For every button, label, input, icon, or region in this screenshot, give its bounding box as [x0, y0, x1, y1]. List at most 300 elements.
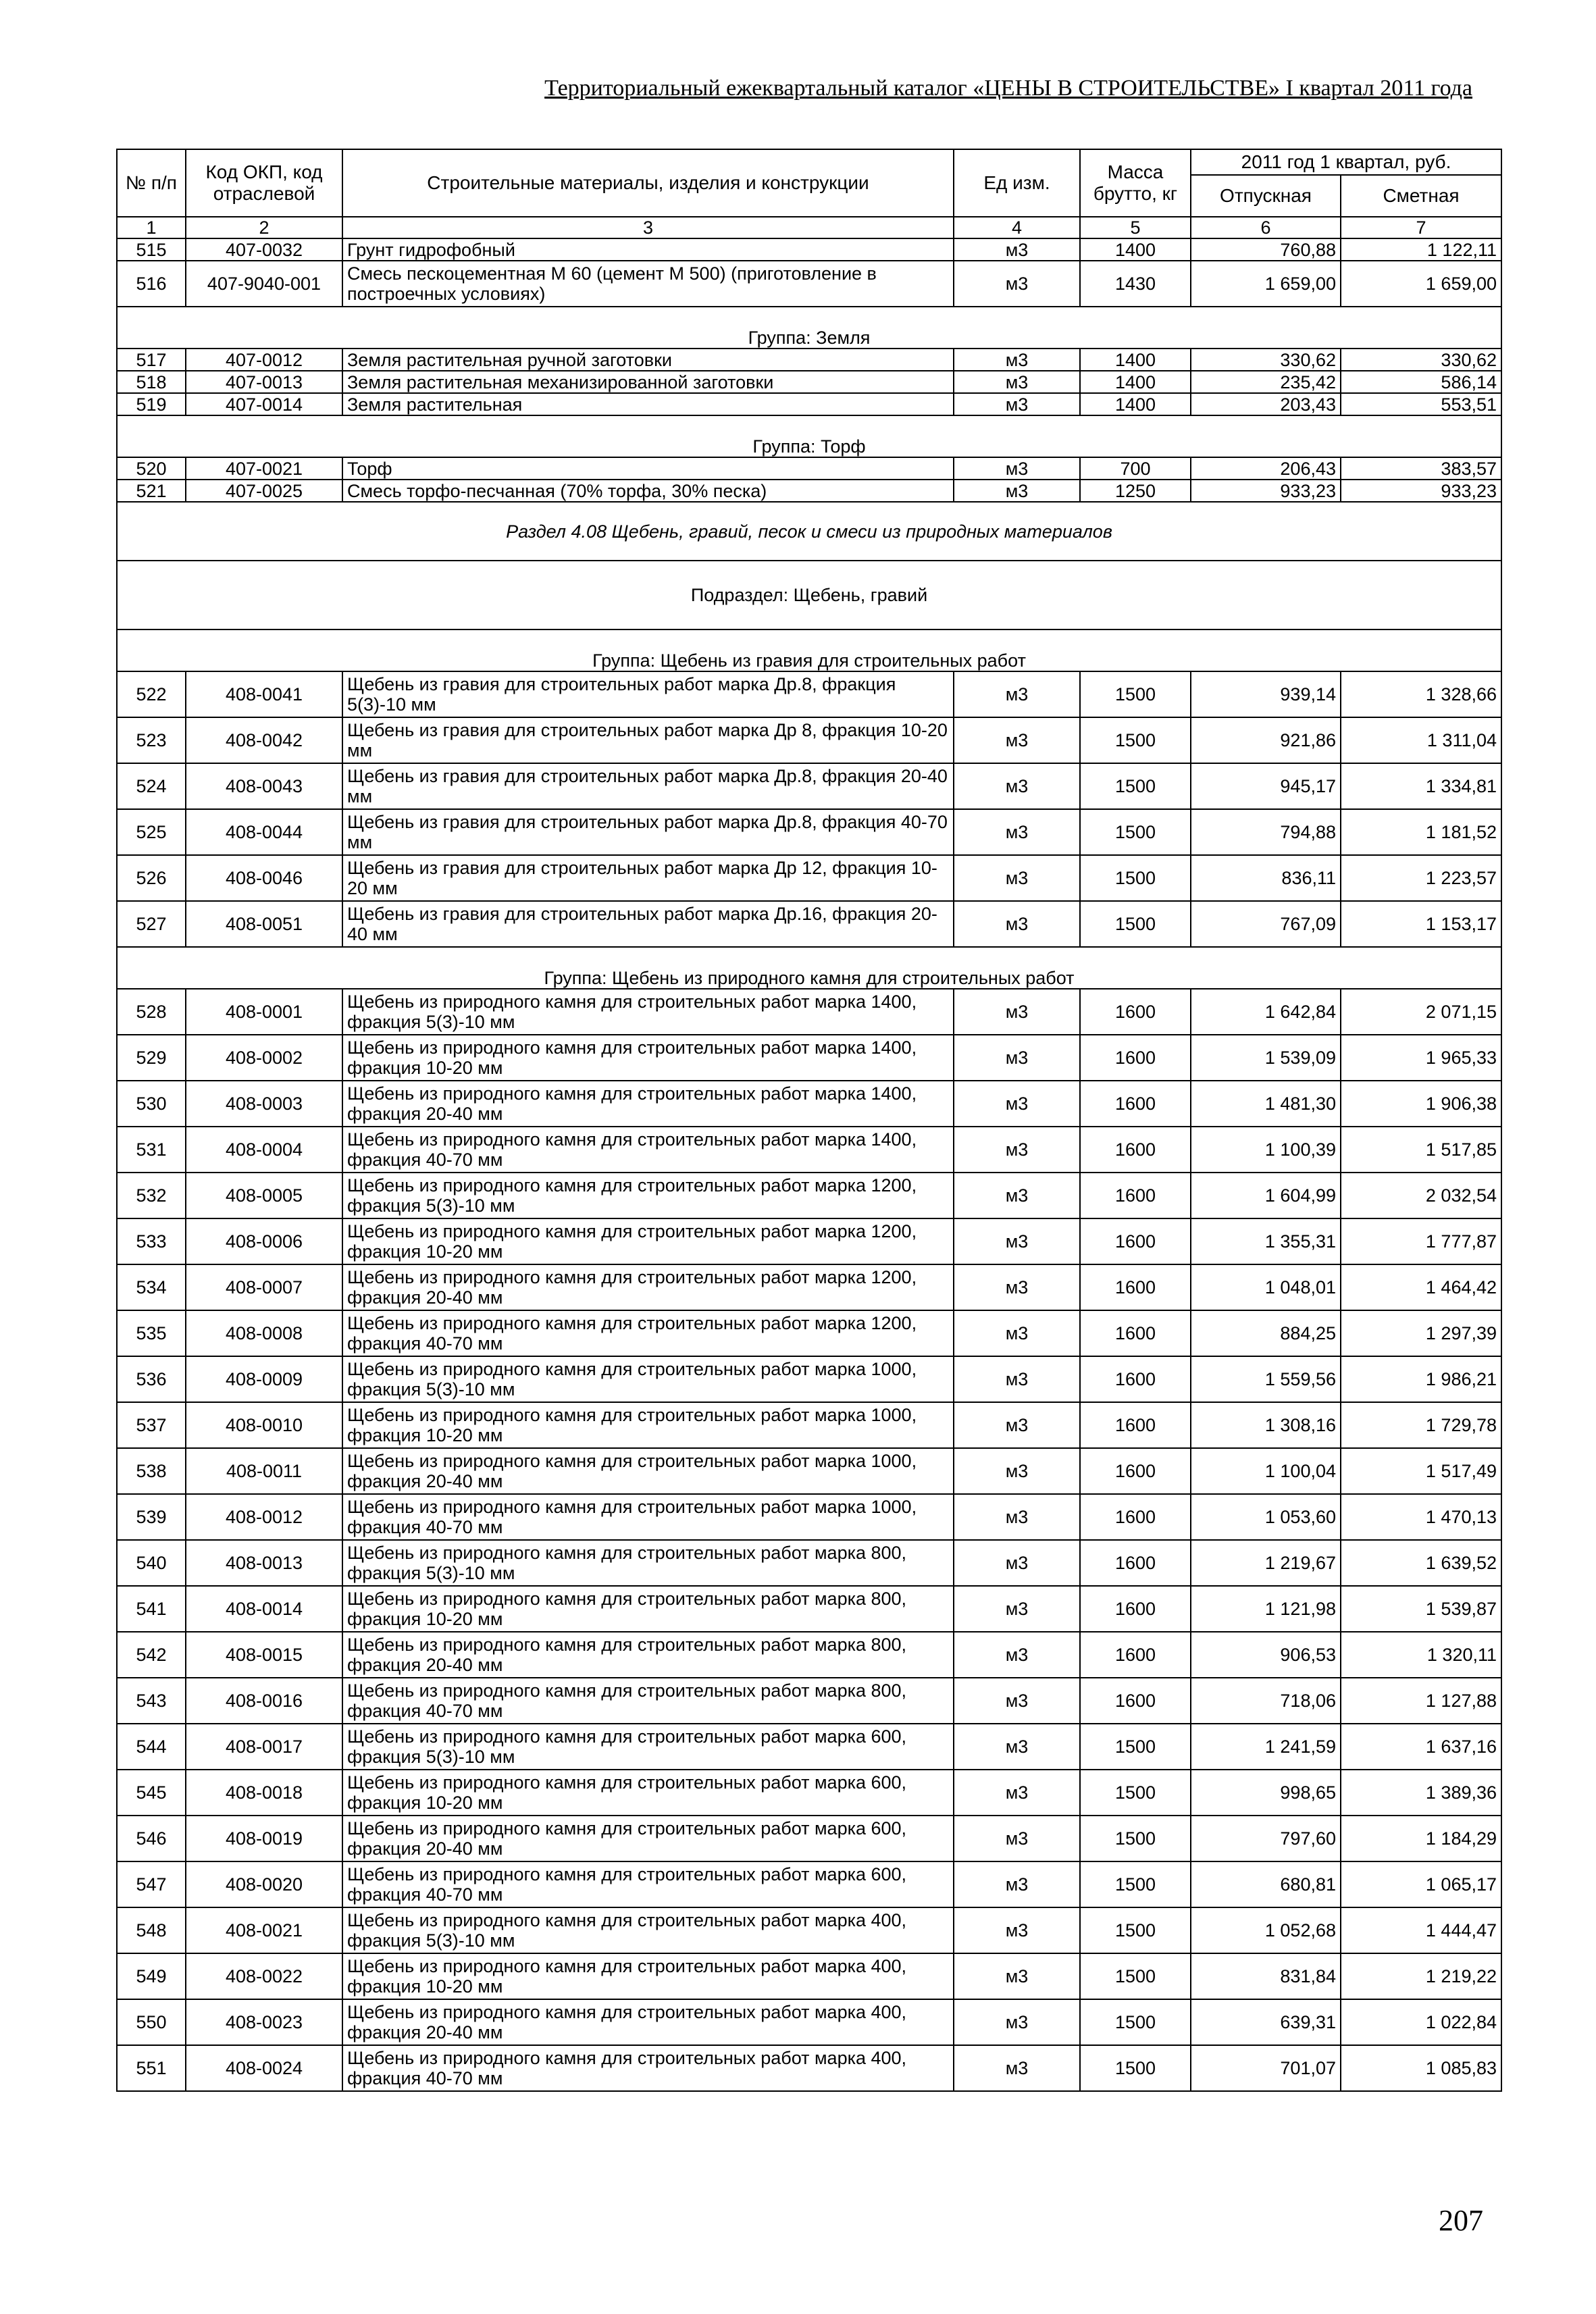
- row-code: 408-0018: [186, 1770, 342, 1816]
- row-name: Щебень из природного камня для строительных работ марка 800, фракция 20-40 мм: [342, 1632, 954, 1678]
- row-unit: м3: [954, 1632, 1080, 1678]
- table-row: [117, 1264, 1501, 1310]
- row-unit: м3: [954, 1218, 1080, 1264]
- row-estimate-price: 1 444,47: [1341, 1907, 1501, 1953]
- table-row: [117, 717, 1501, 763]
- row-code: 408-0020: [186, 1861, 342, 1907]
- row-code: 408-0002: [186, 1035, 342, 1081]
- row-mass: 1250: [1080, 480, 1191, 502]
- row-estimate-price: 1 464,42: [1341, 1264, 1501, 1310]
- row-unit: м3: [954, 1907, 1080, 1953]
- row-number: 532: [117, 1173, 186, 1218]
- row-unit: м3: [954, 393, 1080, 415]
- row-number: 529: [117, 1035, 186, 1081]
- row-mass: 1500: [1080, 763, 1191, 809]
- table-row: [117, 1861, 1501, 1907]
- row-unit: м3: [954, 763, 1080, 809]
- row-estimate-price: 1 127,88: [1341, 1678, 1501, 1724]
- table-row: [117, 1953, 1501, 1999]
- row-mass: 1400: [1080, 371, 1191, 393]
- row-number: 528: [117, 989, 186, 1035]
- row-release-price: 639,31: [1191, 1999, 1341, 2045]
- row-mass: 1400: [1080, 393, 1191, 415]
- row-mass: 1500: [1080, 671, 1191, 717]
- row-estimate-price: 1 223,57: [1341, 855, 1501, 901]
- row-code: 408-0022: [186, 1953, 342, 1999]
- row-number: 523: [117, 717, 186, 763]
- row-release-price: 998,65: [1191, 1770, 1341, 1816]
- row-release-price: 939,14: [1191, 671, 1341, 717]
- group-title: Группа: Торф: [117, 415, 1501, 457]
- row-mass: 1600: [1080, 1540, 1191, 1586]
- row-unit: м3: [954, 901, 1080, 947]
- col-period-header: 2011 год 1 квартал, руб.: [1191, 149, 1501, 175]
- col-unit-header: Ед изм.: [954, 149, 1080, 217]
- row-release-price: 797,60: [1191, 1816, 1341, 1861]
- column-index-row: [117, 217, 1501, 238]
- row-mass: 1600: [1080, 1310, 1191, 1356]
- row-name: Земля растительная: [342, 393, 954, 415]
- row-release-price: 206,43: [1191, 457, 1341, 480]
- row-release-price: 1 355,31: [1191, 1218, 1341, 1264]
- row-mass: 1600: [1080, 1356, 1191, 1402]
- row-code: 408-0014: [186, 1586, 342, 1632]
- row-release-price: 884,25: [1191, 1310, 1341, 1356]
- table-row: [117, 1724, 1501, 1770]
- page-header: Территориальный ежеквартальный каталог «ЦЕНЫ В СТРОИТЕЛЬСТВЕ» I квартал 2011 года: [544, 76, 1472, 101]
- row-code: 407-0014: [186, 393, 342, 415]
- column-index: 2: [186, 217, 342, 238]
- row-unit: м3: [954, 1586, 1080, 1632]
- row-estimate-price: 1 153,17: [1341, 901, 1501, 947]
- row-estimate-price: 1 965,33: [1341, 1035, 1501, 1081]
- column-index: 4: [954, 217, 1080, 238]
- row-unit: м3: [954, 1953, 1080, 1999]
- row-unit: м3: [954, 238, 1080, 261]
- row-number: 541: [117, 1586, 186, 1632]
- price-table: [116, 149, 1502, 2092]
- col-num-header: № п/п: [117, 149, 186, 217]
- table-row: [117, 371, 1501, 393]
- table-row: [117, 1127, 1501, 1173]
- row-name: Щебень из природного камня для строительных работ марка 1200, фракция 10-20 мм: [342, 1218, 954, 1264]
- row-number: 545: [117, 1770, 186, 1816]
- row-estimate-price: 2 032,54: [1341, 1173, 1501, 1218]
- row-estimate-price: 1 539,87: [1341, 1586, 1501, 1632]
- row-number: 537: [117, 1402, 186, 1448]
- table-row: [117, 763, 1501, 809]
- row-mass: 1600: [1080, 1678, 1191, 1724]
- row-release-price: 933,23: [1191, 480, 1341, 502]
- group-title: Группа: Щебень из гравия для строительных работ: [117, 629, 1501, 671]
- table-row: [117, 1540, 1501, 1586]
- row-mass: 1600: [1080, 1402, 1191, 1448]
- row-estimate-price: 1 986,21: [1341, 1356, 1501, 1402]
- group-row: [117, 307, 1501, 349]
- row-mass: 1500: [1080, 1770, 1191, 1816]
- row-unit: м3: [954, 671, 1080, 717]
- row-release-price: 760,88: [1191, 238, 1341, 261]
- table-row: [117, 809, 1501, 855]
- row-name: Щебень из природного камня для строительных работ марка 1400, фракция 40-70 мм: [342, 1127, 954, 1173]
- table-row: [117, 393, 1501, 415]
- row-estimate-price: 1 334,81: [1341, 763, 1501, 809]
- group-title: Группа: Земля: [117, 307, 1501, 349]
- table-row: [117, 901, 1501, 947]
- row-estimate-price: 1 065,17: [1341, 1861, 1501, 1907]
- row-number: 520: [117, 457, 186, 480]
- row-release-price: 836,11: [1191, 855, 1341, 901]
- row-name: Щебень из гравия для строительных работ марка Др 12, фракция 10-20 мм: [342, 855, 954, 901]
- row-estimate-price: 1 219,22: [1341, 1953, 1501, 1999]
- row-code: 407-9040-001: [186, 261, 342, 307]
- row-release-price: 1 100,04: [1191, 1448, 1341, 1494]
- row-estimate-price: 1 470,13: [1341, 1494, 1501, 1540]
- row-name: Щебень из природного камня для строительных работ марка 1000, фракция 10-20 мм: [342, 1402, 954, 1448]
- column-index: 1: [117, 217, 186, 238]
- row-release-price: 945,17: [1191, 763, 1341, 809]
- row-code: 407-0021: [186, 457, 342, 480]
- row-name: Щебень из природного камня для строительных работ марка 1200, фракция 40-70 мм: [342, 1310, 954, 1356]
- row-release-price: 831,84: [1191, 1953, 1341, 1999]
- row-estimate-price: 1 777,87: [1341, 1218, 1501, 1264]
- row-name: Земля растительная ручной заготовки: [342, 349, 954, 371]
- row-code: 407-0025: [186, 480, 342, 502]
- row-code: 408-0016: [186, 1678, 342, 1724]
- row-name: Щебень из природного камня для строительных работ марка 400, фракция 20-40 мм: [342, 1999, 954, 2045]
- table-row: [117, 261, 1501, 307]
- row-code: 408-0011: [186, 1448, 342, 1494]
- row-name: Щебень из природного камня для строительных работ марка 800, фракция 10-20 мм: [342, 1586, 954, 1632]
- table-row: [117, 1081, 1501, 1127]
- row-estimate-price: 383,57: [1341, 457, 1501, 480]
- row-number: 525: [117, 809, 186, 855]
- row-release-price: 1 604,99: [1191, 1173, 1341, 1218]
- row-name: Щебень из природного камня для строительных работ марка 800, фракция 40-70 мм: [342, 1678, 954, 1724]
- row-mass: 1600: [1080, 1264, 1191, 1310]
- row-estimate-price: 1 181,52: [1341, 809, 1501, 855]
- row-mass: 1500: [1080, 1861, 1191, 1907]
- table-row: [117, 1448, 1501, 1494]
- subsection-row: [117, 561, 1501, 629]
- row-number: 517: [117, 349, 186, 371]
- row-name: Щебень из гравия для строительных работ марка Др.8, фракция 5(3)-10 мм: [342, 671, 954, 717]
- row-mass: 1500: [1080, 1816, 1191, 1861]
- section-title: Раздел 4.08 Щебень, гравий, песок и смеси из природных материалов: [117, 502, 1501, 561]
- row-number: 547: [117, 1861, 186, 1907]
- row-estimate-price: 1 906,38: [1341, 1081, 1501, 1127]
- row-mass: 1600: [1080, 1127, 1191, 1173]
- table-row: [117, 1356, 1501, 1402]
- row-mass: 1500: [1080, 1953, 1191, 1999]
- row-release-price: 767,09: [1191, 901, 1341, 947]
- row-number: 515: [117, 238, 186, 261]
- row-estimate-price: 553,51: [1341, 393, 1501, 415]
- row-name: Смесь торфо-песчанная (70% торфа, 30% песка): [342, 480, 954, 502]
- row-estimate-price: 2 071,15: [1341, 989, 1501, 1035]
- row-unit: м3: [954, 1770, 1080, 1816]
- row-code: 407-0013: [186, 371, 342, 393]
- row-estimate-price: 1 659,00: [1341, 261, 1501, 307]
- table-row: [117, 671, 1501, 717]
- row-name: Щебень из природного камня для строительных работ марка 1200, фракция 5(3)-10 мм: [342, 1173, 954, 1218]
- table-row: [117, 2045, 1501, 2091]
- row-mass: 1600: [1080, 1035, 1191, 1081]
- row-estimate-price: 1 085,83: [1341, 2045, 1501, 2091]
- row-release-price: 1 052,68: [1191, 1907, 1341, 1953]
- row-estimate-price: 586,14: [1341, 371, 1501, 393]
- row-code: 408-0009: [186, 1356, 342, 1402]
- table-row: [117, 1402, 1501, 1448]
- row-code: 408-0021: [186, 1907, 342, 1953]
- group-title: Группа: Щебень из природного камня для строительных работ: [117, 947, 1501, 989]
- row-number: 542: [117, 1632, 186, 1678]
- row-unit: м3: [954, 480, 1080, 502]
- row-name: Щебень из природного камня для строительных работ марка 1000, фракция 5(3)-10 мм: [342, 1356, 954, 1402]
- row-unit: м3: [954, 717, 1080, 763]
- row-estimate-price: 1 639,52: [1341, 1540, 1501, 1586]
- row-name: Щебень из природного камня для строительных работ марка 400, фракция 10-20 мм: [342, 1953, 954, 1999]
- row-mass: 1500: [1080, 809, 1191, 855]
- row-number: 516: [117, 261, 186, 307]
- row-number: 524: [117, 763, 186, 809]
- row-estimate-price: 1 320,11: [1341, 1632, 1501, 1678]
- row-code: 408-0010: [186, 1402, 342, 1448]
- row-estimate-price: 1 637,16: [1341, 1724, 1501, 1770]
- row-release-price: 1 219,67: [1191, 1540, 1341, 1586]
- row-mass: 1400: [1080, 238, 1191, 261]
- row-estimate-price: 1 328,66: [1341, 671, 1501, 717]
- row-code: 408-0017: [186, 1724, 342, 1770]
- row-name: Щебень из природного камня для строительных работ марка 400, фракция 40-70 мм: [342, 2045, 954, 2091]
- row-name: Щебень из гравия для строительных работ марка Др 8, фракция 10-20 мм: [342, 717, 954, 763]
- row-name: Щебень из гравия для строительных работ марка Др.8, фракция 40-70 мм: [342, 809, 954, 855]
- row-mass: 1500: [1080, 901, 1191, 947]
- row-code: 408-0012: [186, 1494, 342, 1540]
- row-number: 522: [117, 671, 186, 717]
- row-name: Земля растительная механизированной заготовки: [342, 371, 954, 393]
- row-code: 407-0012: [186, 349, 342, 371]
- row-mass: 1430: [1080, 261, 1191, 307]
- column-index: 3: [342, 217, 954, 238]
- section-row: [117, 502, 1501, 561]
- row-code: 408-0003: [186, 1081, 342, 1127]
- row-estimate-price: 933,23: [1341, 480, 1501, 502]
- row-estimate-price: 1 517,49: [1341, 1448, 1501, 1494]
- col-estimate-header: Сметная: [1341, 175, 1501, 217]
- row-code: 408-0019: [186, 1816, 342, 1861]
- row-release-price: 1 241,59: [1191, 1724, 1341, 1770]
- column-index: 6: [1191, 217, 1341, 238]
- row-release-price: 1 642,84: [1191, 989, 1341, 1035]
- row-name: Щебень из природного камня для строительных работ марка 800, фракция 5(3)-10 мм: [342, 1540, 954, 1586]
- row-release-price: 1 121,98: [1191, 1586, 1341, 1632]
- row-unit: м3: [954, 1861, 1080, 1907]
- row-code: 408-0001: [186, 989, 342, 1035]
- row-mass: 1400: [1080, 349, 1191, 371]
- row-unit: м3: [954, 1494, 1080, 1540]
- row-number: 535: [117, 1310, 186, 1356]
- row-unit: м3: [954, 1816, 1080, 1861]
- column-index: 7: [1341, 217, 1501, 238]
- table-row: [117, 1218, 1501, 1264]
- row-number: 527: [117, 901, 186, 947]
- page-number: 207: [1439, 2204, 1483, 2237]
- row-code: 408-0006: [186, 1218, 342, 1264]
- row-unit: м3: [954, 855, 1080, 901]
- row-unit: м3: [954, 457, 1080, 480]
- row-number: 549: [117, 1953, 186, 1999]
- row-unit: м3: [954, 1264, 1080, 1310]
- row-number: 539: [117, 1494, 186, 1540]
- row-code: 408-0051: [186, 901, 342, 947]
- row-number: 521: [117, 480, 186, 502]
- row-release-price: 680,81: [1191, 1861, 1341, 1907]
- row-mass: 1500: [1080, 1907, 1191, 1953]
- row-name: Щебень из природного камня для строительных работ марка 1400, фракция 5(3)-10 мм: [342, 989, 954, 1035]
- row-unit: м3: [954, 1402, 1080, 1448]
- row-release-price: 921,86: [1191, 717, 1341, 763]
- row-number: 519: [117, 393, 186, 415]
- row-mass: 1600: [1080, 989, 1191, 1035]
- row-name: Щебень из гравия для строительных работ марка Др.8, фракция 20-40 мм: [342, 763, 954, 809]
- row-release-price: 906,53: [1191, 1632, 1341, 1678]
- table-row: [117, 1310, 1501, 1356]
- row-mass: 1500: [1080, 1999, 1191, 2045]
- table-row: [117, 1632, 1501, 1678]
- row-name: Щебень из природного камня для строительных работ марка 600, фракция 10-20 мм: [342, 1770, 954, 1816]
- row-number: 550: [117, 1999, 186, 2045]
- row-code: 408-0046: [186, 855, 342, 901]
- row-code: 408-0023: [186, 1999, 342, 2045]
- row-estimate-price: 1 297,39: [1341, 1310, 1501, 1356]
- row-name: Щебень из природного камня для строительных работ марка 1400, фракция 20-40 мм: [342, 1081, 954, 1127]
- row-name: Щебень из природного камня для строительных работ марка 600, фракция 40-70 мм: [342, 1861, 954, 1907]
- row-unit: м3: [954, 261, 1080, 307]
- row-code: 408-0044: [186, 809, 342, 855]
- row-name: Щебень из природного камня для строительных работ марка 1200, фракция 20-40 мм: [342, 1264, 954, 1310]
- row-release-price: 1 559,56: [1191, 1356, 1341, 1402]
- row-mass: 700: [1080, 457, 1191, 480]
- row-release-price: 1 308,16: [1191, 1402, 1341, 1448]
- row-estimate-price: 1 122,11: [1341, 238, 1501, 261]
- row-code: 408-0042: [186, 717, 342, 763]
- row-unit: м3: [954, 1356, 1080, 1402]
- row-mass: 1600: [1080, 1218, 1191, 1264]
- row-release-price: 794,88: [1191, 809, 1341, 855]
- row-code: 408-0004: [186, 1127, 342, 1173]
- row-release-price: 330,62: [1191, 349, 1341, 371]
- row-mass: 1500: [1080, 2045, 1191, 2091]
- table-row: [117, 1586, 1501, 1632]
- row-number: 536: [117, 1356, 186, 1402]
- row-mass: 1500: [1080, 1724, 1191, 1770]
- row-number: 533: [117, 1218, 186, 1264]
- row-name: Грунт гидрофобный: [342, 238, 954, 261]
- table-row: [117, 349, 1501, 371]
- row-code: 408-0041: [186, 671, 342, 717]
- row-unit: м3: [954, 349, 1080, 371]
- row-unit: м3: [954, 989, 1080, 1035]
- table-row: [117, 1999, 1501, 2045]
- row-name: Смесь пескоцементная М 60 (цемент М 500) (приготовление в построечных условиях): [342, 261, 954, 307]
- row-release-price: 1 659,00: [1191, 261, 1341, 307]
- table-row: [117, 1678, 1501, 1724]
- row-release-price: 701,07: [1191, 2045, 1341, 2091]
- row-estimate-price: 1 022,84: [1341, 1999, 1501, 2045]
- row-number: 546: [117, 1816, 186, 1861]
- row-number: 551: [117, 2045, 186, 2091]
- row-release-price: 1 539,09: [1191, 1035, 1341, 1081]
- row-estimate-price: 330,62: [1341, 349, 1501, 371]
- row-unit: м3: [954, 1678, 1080, 1724]
- row-name: Щебень из природного камня для строительных работ марка 600, фракция 5(3)-10 мм: [342, 1724, 954, 1770]
- row-unit: м3: [954, 1173, 1080, 1218]
- col-name-header: Строительные материалы, изделия и конструкции: [342, 149, 954, 217]
- row-number: 526: [117, 855, 186, 901]
- row-mass: 1600: [1080, 1081, 1191, 1127]
- row-number: 534: [117, 1264, 186, 1310]
- row-number: 518: [117, 371, 186, 393]
- group-row: [117, 629, 1501, 671]
- row-release-price: 1 100,39: [1191, 1127, 1341, 1173]
- row-number: 544: [117, 1724, 186, 1770]
- table-row: [117, 1173, 1501, 1218]
- row-name: Торф: [342, 457, 954, 480]
- row-name: Щебень из гравия для строительных работ марка Др.16, фракция 20-40 мм: [342, 901, 954, 947]
- row-estimate-price: 1 389,36: [1341, 1770, 1501, 1816]
- row-code: 408-0005: [186, 1173, 342, 1218]
- row-number: 540: [117, 1540, 186, 1586]
- row-unit: м3: [954, 1081, 1080, 1127]
- table-row: [117, 1035, 1501, 1081]
- table-row: [117, 480, 1501, 502]
- row-mass: 1600: [1080, 1494, 1191, 1540]
- row-number: 538: [117, 1448, 186, 1494]
- row-unit: м3: [954, 1035, 1080, 1081]
- row-mass: 1600: [1080, 1448, 1191, 1494]
- row-name: Щебень из природного камня для строительных работ марка 400, фракция 5(3)-10 мм: [342, 1907, 954, 1953]
- table-row: [117, 1907, 1501, 1953]
- row-unit: м3: [954, 809, 1080, 855]
- row-release-price: 1 053,60: [1191, 1494, 1341, 1540]
- row-code: 408-0008: [186, 1310, 342, 1356]
- row-unit: м3: [954, 1999, 1080, 2045]
- row-name: Щебень из природного камня для строительных работ марка 1000, фракция 20-40 мм: [342, 1448, 954, 1494]
- table-row: [117, 457, 1501, 480]
- row-release-price: 235,42: [1191, 371, 1341, 393]
- row-release-price: 1 048,01: [1191, 1264, 1341, 1310]
- row-name: Щебень из природного камня для строительных работ марка 600, фракция 20-40 мм: [342, 1816, 954, 1861]
- row-unit: м3: [954, 1448, 1080, 1494]
- row-unit: м3: [954, 1310, 1080, 1356]
- row-code: 408-0015: [186, 1632, 342, 1678]
- row-code: 408-0043: [186, 763, 342, 809]
- row-mass: 1600: [1080, 1632, 1191, 1678]
- table-row: [117, 1770, 1501, 1816]
- row-code: 408-0024: [186, 2045, 342, 2091]
- table-row: [117, 855, 1501, 901]
- row-number: 548: [117, 1907, 186, 1953]
- group-row: [117, 947, 1501, 989]
- row-unit: м3: [954, 1724, 1080, 1770]
- col-mass-header: Масса брутто, кг: [1080, 149, 1191, 217]
- row-unit: м3: [954, 2045, 1080, 2091]
- col-code-header: Код ОКП, код отраслевой: [186, 149, 342, 217]
- row-estimate-price: 1 517,85: [1341, 1127, 1501, 1173]
- row-mass: 1600: [1080, 1586, 1191, 1632]
- table-row: [117, 1816, 1501, 1861]
